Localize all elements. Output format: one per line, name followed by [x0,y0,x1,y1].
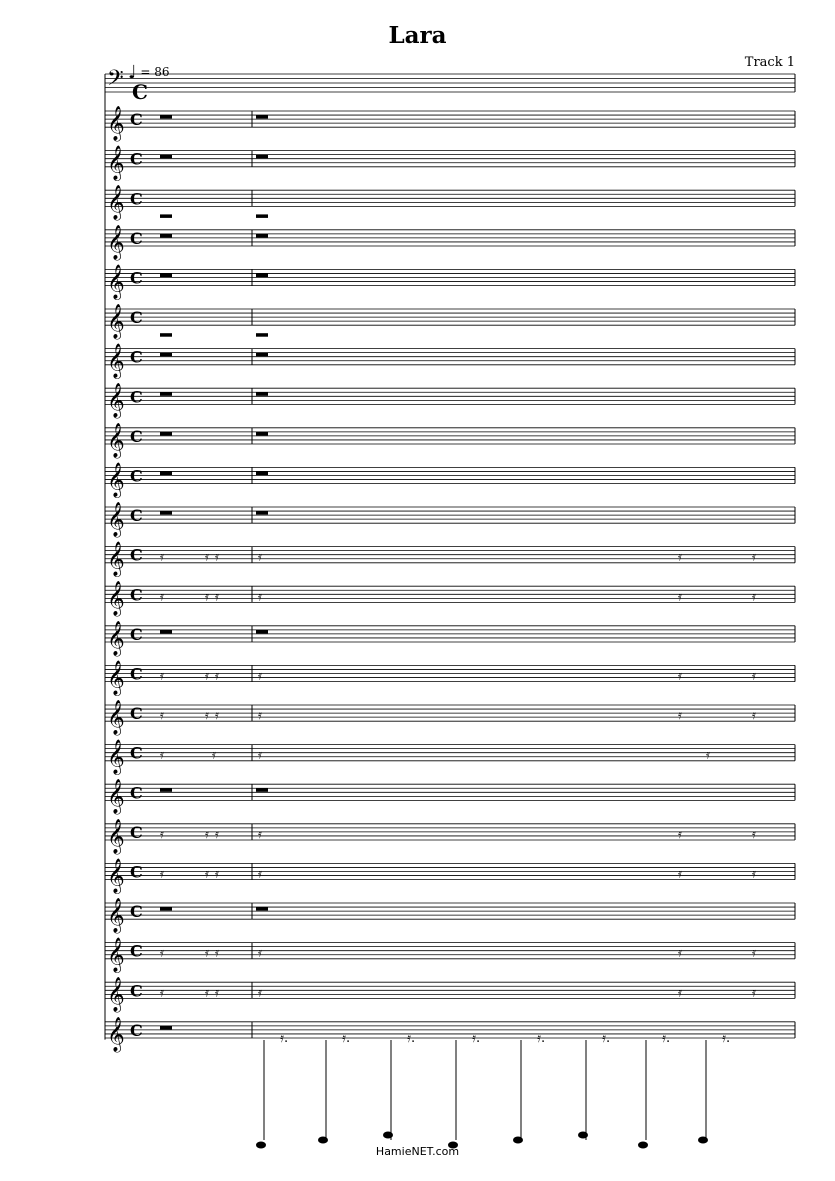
whole-rest [160,788,172,792]
time-signature: C [130,506,143,526]
dotted-rest: 𝄿. [662,1031,671,1046]
treble-clef-icon: 𝄞 [107,898,125,933]
sixteenth-rest: 𝄿 [752,549,756,565]
whole-rest [256,907,268,911]
treble-clef-icon: 𝄞 [107,145,125,181]
treble-clef-icon: 𝄞 [107,1016,125,1052]
whole-rest [160,234,172,238]
sixteenth-rest: 𝄿 [160,708,164,724]
dotted-rest: 𝄿. [602,1031,611,1046]
sixteenth-rest: 𝄿 [678,549,682,565]
sixteenth-rest: 𝄿 [160,549,164,565]
sixteenth-rest: 𝄿 [205,985,209,1001]
whole-rest [160,274,172,278]
treble-clef-icon: 𝄞 [107,818,125,854]
time-signature: C [130,308,143,328]
time-signature: C [130,228,143,248]
time-signature: C [130,387,143,407]
note-head [318,1137,328,1144]
sixteenth-rest: 𝄿 [215,985,219,1001]
treble-clef-icon: 𝄞 [107,502,125,537]
sixteenth-rest: 𝄿 [752,866,756,882]
whole-rest [160,511,172,514]
whole-rest [160,214,172,218]
sixteenth-rest: 𝄿 [678,826,682,842]
time-signature: C [130,624,143,644]
time-signature: C [130,545,143,565]
sixteenth-rest: 𝄿 [215,549,219,565]
dotted-rest: 𝄿. [280,1031,289,1046]
time-signature: C [130,268,143,288]
time-signature: C [130,426,143,446]
sixteenth-rest: 𝄿 [258,866,262,882]
time-signature: C [130,862,143,882]
tempo-value: = 86 [140,65,170,79]
treble-clef-icon: 𝄞 [107,264,125,300]
time-signature: C [132,80,148,104]
sixteenth-rest: 𝄿 [160,945,164,961]
treble-clef-icon: 𝄞 [107,224,125,260]
whole-rest [160,432,172,436]
note-head [578,1132,588,1139]
treble-clef-icon: 𝄞 [107,462,125,498]
dotted-rest: 𝄿. [722,1031,731,1046]
sixteenth-rest: 𝄿 [678,668,682,684]
whole-rest [256,788,268,792]
whole-rest [256,333,268,337]
time-signature: C [130,822,143,842]
treble-clef-icon: 𝄞 [107,106,125,141]
sixteenth-rest: 𝄿 [258,945,262,961]
dotted-rest: 𝄿. [472,1031,481,1046]
treble-clef-icon: 𝄞 [107,343,125,379]
whole-rest [256,511,268,514]
whole-rest [256,392,268,396]
sixteenth-rest: 𝄿 [215,826,219,842]
time-signature: C [130,981,143,1001]
whole-rest [160,472,172,476]
whole-rest [160,155,172,159]
time-signature: C [130,466,143,486]
whole-rest [256,214,268,218]
treble-clef-icon: 𝄞 [107,858,125,894]
whole-rest [256,630,268,634]
dotted-rest: 𝄿. [407,1031,416,1046]
time-signature: C [130,347,143,367]
sixteenth-rest: 𝄿 [215,945,219,961]
sixteenth-rest: 𝄿 [752,668,756,684]
sixteenth-rest: 𝄿 [160,747,164,763]
time-signature: C [130,704,143,724]
treble-clef-icon: 𝄞 [107,185,125,221]
treble-clef-icon: 𝄞 [107,700,125,735]
time-signature: C [130,149,143,169]
treble-clef-icon: 𝄞 [107,739,125,775]
treble-clef-icon: 𝄞 [107,422,125,458]
treble-clef-icon: 𝄞 [107,779,125,815]
time-signature: C [130,941,143,961]
sixteenth-rest: 𝄿 [205,589,209,605]
bass-clef-icon: 𝄢 [107,66,124,96]
whole-rest [160,907,172,911]
treble-clef-icon: 𝄞 [107,620,125,656]
track-label: Track 1 [744,55,795,70]
sixteenth-rest: 𝄿 [258,826,262,842]
sixteenth-rest: 𝄿 [258,985,262,1001]
sixteenth-rest: 𝄿 [258,549,262,565]
sixteenth-rest: 𝄿 [678,589,682,605]
whole-rest [160,1026,172,1030]
time-signature: C [130,902,143,922]
sixteenth-rest: 𝄿 [258,668,262,684]
sixteenth-rest: 𝄿 [678,866,682,882]
sixteenth-rest: 𝄿 [160,866,164,882]
sixteenth-rest: 𝄿 [752,826,756,842]
treble-clef-icon: 𝄞 [107,541,125,577]
treble-clef-icon: 𝄞 [107,304,125,339]
whole-rest [160,392,172,396]
sixteenth-rest: 𝄿 [678,945,682,961]
sixteenth-rest: 𝄿 [215,668,219,684]
time-signature: C [130,664,143,684]
sixteenth-rest: 𝄿 [258,589,262,605]
sixteenth-rest: 𝄿 [752,985,756,1001]
whole-rest [160,333,172,337]
sixteenth-rest: 𝄿 [215,708,219,724]
sixteenth-rest: 𝄿 [160,668,164,684]
time-signature: C [130,743,143,763]
note-head [383,1132,393,1139]
sixteenth-rest: 𝄿 [160,589,164,605]
whole-rest [160,115,172,119]
time-signature: C [130,783,143,803]
sixteenth-rest: 𝄿 [752,708,756,724]
sixteenth-rest: 𝄿 [205,549,209,565]
whole-rest [256,155,268,159]
sixteenth-rest: 𝄿 [258,747,262,763]
treble-clef-icon: 𝄞 [107,937,125,973]
whole-rest [256,274,268,278]
sixteenth-rest: 𝄿 [752,945,756,961]
sixteenth-rest: 𝄿 [160,826,164,842]
whole-rest [256,234,268,238]
whole-rest [160,353,172,357]
sixteenth-rest: 𝄿 [160,985,164,1001]
sixteenth-rest: 𝄿 [205,826,209,842]
footer-credit: HamieNET.com [375,1145,460,1158]
sixteenth-rest: 𝄿 [258,708,262,724]
whole-rest [256,472,268,476]
sixteenth-rest: 𝄿 [215,866,219,882]
sixteenth-rest: 𝄿 [205,945,209,961]
sixteenth-rest: 𝄿 [212,747,216,763]
sixteenth-rest: 𝄿 [678,708,682,724]
dotted-rest: 𝄿. [342,1031,351,1046]
dotted-rest: 𝄿. [537,1031,546,1046]
time-signature: C [130,1020,143,1040]
sixteenth-rest: 𝄿 [215,589,219,605]
time-signature: C [130,189,143,209]
time-signature: C [130,585,143,605]
whole-rest [160,630,172,634]
sixteenth-rest: 𝄿 [205,866,209,882]
sixteenth-rest: 𝄿 [678,985,682,1001]
time-signature: C [130,110,143,130]
treble-clef-icon: 𝄞 [107,383,125,419]
treble-clef-icon: 𝄞 [107,581,125,617]
treble-clef-icon: 𝄞 [107,660,125,696]
score-title: Lara [388,22,447,49]
whole-rest [256,115,268,119]
sixteenth-rest: 𝄿 [205,668,209,684]
quarter-note-icon: ♩ [128,62,137,83]
note-head [513,1137,523,1144]
sixteenth-rest: 𝄿 [752,589,756,605]
sixteenth-rest: 𝄿 [706,747,710,763]
whole-rest [256,353,268,357]
sixteenth-rest: 𝄿 [205,708,209,724]
treble-clef-icon: 𝄞 [107,977,125,1013]
whole-rest [256,432,268,436]
note-head [698,1137,708,1144]
